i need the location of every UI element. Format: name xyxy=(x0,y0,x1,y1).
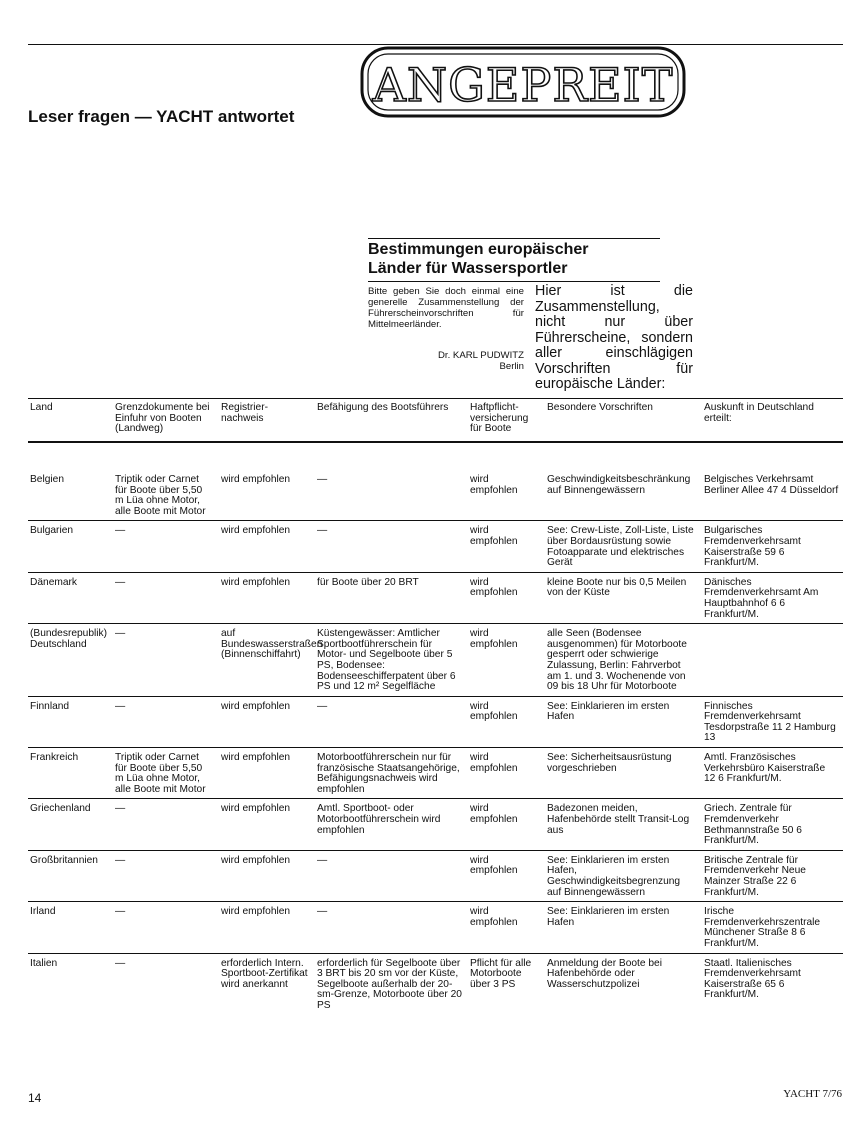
table-cell: wird empfohlen xyxy=(217,748,313,799)
column-header: Haftpflicht-versicherung für Boote xyxy=(466,399,543,443)
table-cell: Pflicht für alle Motorboote über 3 PS xyxy=(470,957,532,990)
regulations-table xyxy=(28,398,843,1015)
table-cell: für Boote über 20 BRT xyxy=(313,572,466,623)
table-row xyxy=(28,696,843,747)
table-cell: wird empfohlen xyxy=(466,850,543,901)
table-cell: See: Einklarieren im ersten Hafen xyxy=(543,902,700,953)
table-cell xyxy=(700,624,843,697)
table-cell: wird empfohlen xyxy=(217,902,313,953)
table-cell: — xyxy=(111,696,217,747)
table-cell: erforderlich Intern. Sportboot-Zertifikat wird anerkannt xyxy=(221,957,308,990)
table-cell: wird empfohlen xyxy=(217,572,313,623)
table-cell: Triptik oder Carnet für Boote über 5,50 m Lüa ohne Motor, alle Boote mit Motor xyxy=(111,442,217,521)
table-row xyxy=(28,748,843,799)
logo-text: ANGEPREIT xyxy=(372,58,674,112)
table-header-row xyxy=(28,399,843,443)
author-name: Dr. KARL PUDWITZ xyxy=(438,350,524,361)
table-cell: wird empfohlen xyxy=(466,696,543,747)
table-cell: wird empfohlen xyxy=(466,748,543,799)
table-cell: — xyxy=(313,902,466,953)
table-cell: Griechenland xyxy=(28,799,111,850)
table-cell: Italien xyxy=(30,957,58,969)
table-cell: See: Crew-Liste, Zoll-Liste, Liste über Bordausrüstung sowie Fotoapparate und elektrisches Gerät xyxy=(543,521,700,572)
table-row xyxy=(28,850,843,901)
column-header: Befähigung des Bootsführers xyxy=(313,399,466,443)
table-cell: Dänisches Fremdenverkehrsamt Am Hauptbahnhof 6 6 Frankfurt/M. xyxy=(700,572,843,623)
table-cell: Amtl. Sportboot- oder Motorbootführerschein wird empfohlen xyxy=(313,799,466,850)
table-cell: wird empfohlen xyxy=(217,696,313,747)
column-header: Registrier-nachweis xyxy=(217,399,313,443)
table-cell: — xyxy=(111,850,217,901)
table-cell: Irische Fremdenverkehrszentrale Münchener Straße 8 6 Frankfurt/M. xyxy=(700,902,843,953)
table-cell: Großbritannien xyxy=(28,850,111,901)
table-cell: — xyxy=(313,696,466,747)
table-cell: Geschwindigkeitsbeschränkung auf Binnengewässern xyxy=(543,442,700,521)
table-cell: wird empfohlen xyxy=(217,521,313,572)
table-cell: — xyxy=(313,850,466,901)
table-cell: wird empfohlen xyxy=(466,902,543,953)
table-row xyxy=(28,902,843,953)
table-cell: Dänemark xyxy=(28,572,111,623)
author-city: Berlin xyxy=(499,361,524,372)
table-cell: auf Bundeswasserstraßen (Binnenschiffahrt) xyxy=(217,624,313,697)
table-cell: — xyxy=(111,624,217,697)
table-cell: Amtl. Französisches Verkehrsbüro Kaiserstraße 12 6 Frankfurt/M. xyxy=(700,748,843,799)
table-cell: — xyxy=(313,442,466,521)
table-cell: Bulgarien xyxy=(28,521,111,572)
table-row xyxy=(28,521,843,572)
table-cell: Griech. Zentrale für Fremdenverkehr Bethmannstraße 50 6 Frankfurt/M. xyxy=(700,799,843,850)
table-cell: — xyxy=(115,957,126,969)
table-cell: erforderlich für Segelboote über 3 BRT bis 20 sm vor der Küste, Segelboote außerhalb der 20-sm-Grenze, Motorboote über 20 PS xyxy=(317,957,462,1011)
table-cell: wird empfohlen xyxy=(217,799,313,850)
table-cell: — xyxy=(111,799,217,850)
table-cell: wird empfohlen xyxy=(466,442,543,521)
table-cell: Belgien xyxy=(28,442,111,521)
table-cell: — xyxy=(111,521,217,572)
column-header: Besondere Vorschriften xyxy=(543,399,700,443)
table-cell: Motorbootführerschein nur für französische Staatsangehörige, Befähigungsnachweis wird empfohlen xyxy=(313,748,466,799)
table-cell: Triptik oder Carnet für Boote über 5,50 m Lüa ohne Motor, alle Boote mit Motor xyxy=(111,748,217,799)
article-title-line-2: Länder für Wassersportler xyxy=(368,260,568,277)
table-row xyxy=(28,953,843,1014)
table-row xyxy=(28,572,843,623)
table-cell: See: Sicherheitsausrüstung vorgeschrieben xyxy=(543,748,700,799)
angepreit-logo xyxy=(358,44,688,120)
article-title-line-1: Bestimmungen europäischer xyxy=(368,241,589,258)
table-cell: Badezonen meiden, Hafenbehörde stellt Transit-Log aus xyxy=(543,799,700,850)
table-cell: — xyxy=(313,521,466,572)
table-cell: Anmeldung der Boote bei Hafenbehörde oder Wasserschutzpolizei xyxy=(547,957,662,990)
table-cell: wird empfohlen xyxy=(466,521,543,572)
editor-answer: Hier ist die Zusammenstellung, nicht nur über Führerscheine, sondern aller einschlägigen Vorschriften für europäische Länder: xyxy=(535,283,693,392)
page-number: 14 xyxy=(28,1091,42,1105)
table-row xyxy=(28,442,843,521)
table-cell: (Bundesrepublik) Deutschland xyxy=(28,624,111,697)
article-top-rule xyxy=(368,238,660,239)
table-cell: Frankreich xyxy=(28,748,111,799)
table-cell: Finnisches Fremdenverkehrsamt Tesdorpstraße 11 2 Hamburg 13 xyxy=(700,696,843,747)
table-row xyxy=(28,624,843,697)
question-author xyxy=(368,350,524,372)
section-kicker: Leser fragen — YACHT antwortet xyxy=(28,107,295,126)
table-cell: — xyxy=(111,572,217,623)
table-cell: Bulgarisches Fremdenverkehrsamt Kaiserstraße 59 6 Frankfurt/M. xyxy=(700,521,843,572)
article-title xyxy=(368,240,668,278)
table-cell: alle Seen (Bodensee ausgenommen) für Motorboote gesperrt oder schwierige Zulassung, Berlin: Fahrverbot am 1. und 3. Wochenende von 09 bis 18 Uhr für Motorboote xyxy=(543,624,700,697)
table-cell: wird empfohlen xyxy=(466,799,543,850)
table-cell: wird empfohlen xyxy=(217,850,313,901)
column-header: Grenzdokumente bei Einfuhr von Booten (Landweg) xyxy=(111,399,217,443)
table-row xyxy=(28,799,843,850)
table-cell: wird empfohlen xyxy=(217,442,313,521)
column-header: Land xyxy=(28,399,111,443)
table-cell: Belgisches Verkehrsamt Berliner Allee 47 4 Düsseldorf xyxy=(700,442,843,521)
table-cell: Irland xyxy=(28,902,111,953)
journal-issue: YACHT 7/76 xyxy=(783,1088,842,1100)
table-cell: Küstengewässer: Amtlicher Sportbootführerschein für Motor- und Segelboote über 5 PS, Bodensee: Bodenseeschifferpatent über 6 PS und 12 m² Segelfläche xyxy=(313,624,466,697)
table-cell: See: Einklarieren im ersten Hafen, Geschwindigkeitsbegrenzung auf Binnengewässern xyxy=(543,850,700,901)
table-cell: — xyxy=(111,902,217,953)
article-title-rule xyxy=(368,281,660,282)
table-cell: Britische Zentrale für Fremdenverkehr Neue Mainzer Straße 22 6 Frankfurt/M. xyxy=(700,850,843,901)
reader-question: Bitte geben Sie doch einmal eine generelle Zusammenstellung der Führerscheinvorschriften für Mittelmeerländer. xyxy=(368,286,524,330)
table-cell: kleine Boote nur bis 0,5 Meilen von der Küste xyxy=(543,572,700,623)
table-cell: See: Einklarieren im ersten Hafen xyxy=(543,696,700,747)
table-cell: Finnland xyxy=(28,696,111,747)
table-cell: wird empfohlen xyxy=(466,572,543,623)
table-cell: wird empfohlen xyxy=(466,624,543,697)
table-cell: Staatl. Italienisches Fremdenverkehrsamt Kaiserstraße 65 6 Frankfurt/M. xyxy=(704,957,801,1001)
column-header: Auskunft in Deutschland erteilt: xyxy=(700,399,843,443)
